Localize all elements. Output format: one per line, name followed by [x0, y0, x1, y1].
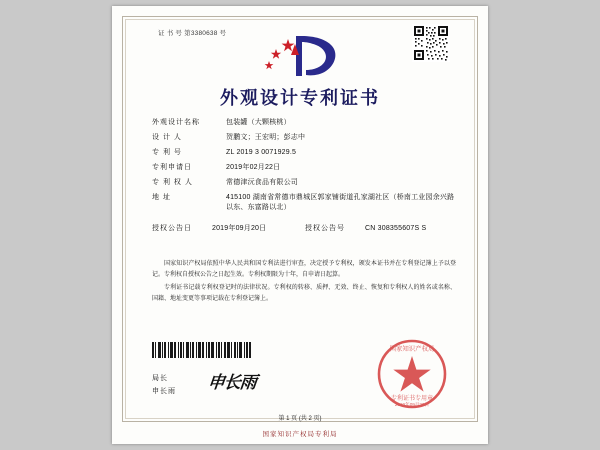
- red-official-seal-icon: [376, 338, 448, 410]
- grant-date-label: 授权公告日: [152, 224, 192, 232]
- field-label: 专 利 号: [152, 148, 182, 156]
- field-value: 贺鹏文；王宏明；彭志中: [226, 133, 306, 141]
- field-value: 包装罐（大颗核桃）: [226, 119, 291, 126]
- field-row: [152, 118, 458, 127]
- field-value: 415100 湖南省常德市鼎城区郭家铺街道孔家湖社区（桥南工业园余兴路以东、东富路以北）: [226, 193, 455, 212]
- field-row: [152, 133, 458, 142]
- field-row: [152, 178, 458, 187]
- fields-table: [152, 118, 458, 239]
- grant-number-label: 授权公告号: [305, 224, 345, 232]
- field-row: [152, 163, 458, 172]
- field-label: 设 计 人: [152, 133, 182, 141]
- svg-text:专利证书专用章: 专利证书专用章: [390, 396, 434, 402]
- field-row-address: [152, 193, 458, 214]
- field-label: 地 址: [152, 193, 171, 201]
- svg-text:2019年09月20日: 2019年09月20日: [394, 402, 430, 407]
- page-number: 第 1 页 (共 2 页): [278, 416, 322, 422]
- patent-emblem-icon: [112, 32, 488, 80]
- barcode-icon: [152, 342, 260, 358]
- director-labels: [152, 372, 176, 399]
- director-title: 局长: [152, 375, 168, 382]
- field-value: 常德津沅食品有限公司: [226, 178, 298, 186]
- field-label: 外观设计名称: [152, 119, 200, 126]
- notice-paragraph: 国家知识产权局依照中华人民共和国专利法进行审查，决定授予专利权，颁发本证书并在专利登记簿上予以登记。专利权自授权公告之日起生效。专利权期限为十年，自申请日起算。: [152, 261, 456, 279]
- certificate-page: [112, 6, 488, 444]
- svg-text:国家知识产权局: 国家知识产权局: [389, 345, 435, 353]
- field-value: ZL 2019 3 0071929.5: [226, 148, 297, 156]
- notice-paragraph: 专利证书记载专利权登记时的法律状况。专利权的转移、质押、无效、终止、恢复和专利权人的姓名或名称、国籍、地址变更等事项记载在专利登记簿上。: [152, 285, 456, 303]
- grant-number-value: CN 308355607S S: [365, 224, 427, 232]
- certificate-number: 证 书 号 第3380638 号: [158, 30, 227, 37]
- field-row: [152, 148, 458, 157]
- legal-notice: [152, 259, 456, 307]
- issuer-footer: 国家知识产权局专利局: [262, 431, 338, 438]
- field-label: 专利申请日: [152, 163, 192, 171]
- handwritten-signature: 申长雨: [206, 373, 257, 392]
- director-name: 申长雨: [152, 388, 176, 396]
- grant-date-value: 2019年09月20日: [212, 224, 267, 232]
- page-title: 外观设计专利证书: [220, 88, 380, 108]
- grant-row: [152, 224, 458, 233]
- field-value: 2019年02月22日: [226, 163, 281, 171]
- field-label: 专 利 权 人: [152, 178, 193, 186]
